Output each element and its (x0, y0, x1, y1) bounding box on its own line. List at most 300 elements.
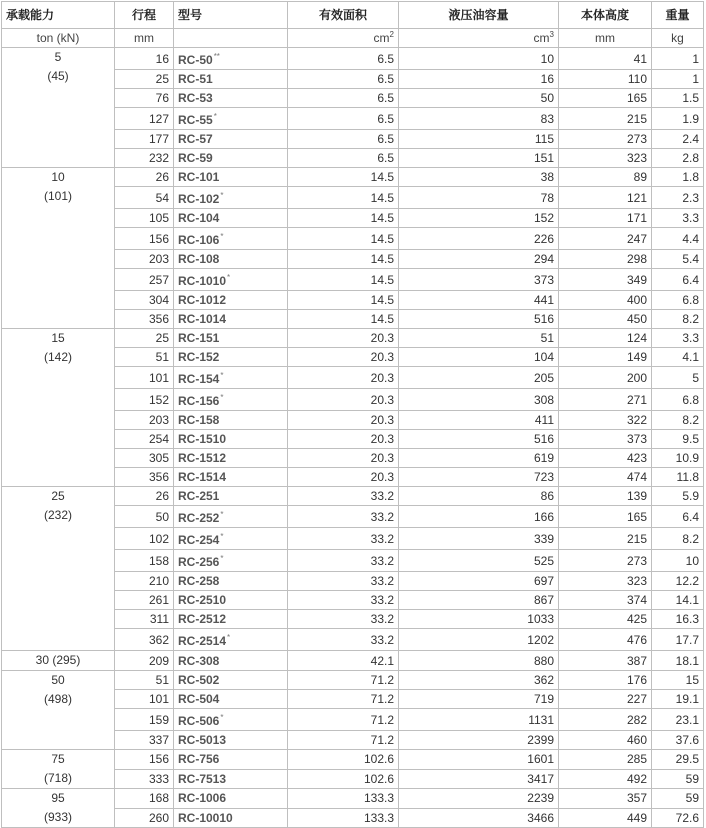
oil-cell: 362 (399, 671, 559, 690)
unit-area-exp: 2 (389, 30, 394, 39)
table-row (2, 329, 704, 348)
model-code: RC-1012 (178, 293, 227, 307)
height-cell: 271 (559, 389, 652, 411)
stroke-cell: 304 (115, 291, 174, 310)
model-code: RC-504 (178, 692, 220, 706)
area-cell: 20.3 (288, 430, 399, 449)
weight-cell: 8.2 (652, 310, 704, 329)
model-cell (174, 750, 288, 770)
capacity-cell (2, 651, 115, 671)
area-cell: 71.2 (288, 690, 399, 709)
area-cell: 14.5 (288, 209, 399, 228)
stroke-cell: 156 (115, 750, 174, 770)
oil-cell: 38 (399, 168, 559, 187)
oil-cell: 373 (399, 269, 559, 291)
stroke-cell: 102 (115, 528, 174, 550)
capacity-cell (2, 329, 115, 487)
model-code: RC-756 (178, 752, 220, 767)
capacity-cell (2, 48, 115, 168)
model-code: RC-55 (178, 113, 213, 127)
model-footnote-mark: * (227, 633, 231, 642)
weight-cell: 29.5 (652, 750, 704, 770)
stroke-cell: 210 (115, 572, 174, 591)
table-row (2, 48, 704, 70)
area-cell: 33.2 (288, 506, 399, 528)
model-cell (174, 348, 288, 367)
height-cell: 298 (559, 250, 652, 269)
stroke-cell: 16 (115, 48, 174, 70)
model-code: RC-1512 (178, 451, 227, 465)
height-cell: 89 (559, 168, 652, 187)
area-cell: 14.5 (288, 291, 399, 310)
area-cell: 33.2 (288, 572, 399, 591)
model-cell (174, 89, 288, 108)
stroke-cell: 101 (115, 367, 174, 389)
model-cell (174, 731, 288, 750)
unit-model (174, 29, 288, 48)
area-cell: 102.6 (288, 750, 399, 770)
header-height: 本体高度 (559, 2, 652, 29)
model-code: RC-108 (178, 252, 220, 266)
stroke-cell: 232 (115, 149, 174, 168)
height-cell: 323 (559, 149, 652, 168)
height-cell: 492 (559, 769, 652, 789)
area-cell: 71.2 (288, 731, 399, 750)
table-row (2, 168, 704, 187)
oil-cell: 226 (399, 228, 559, 250)
model-code: RC-502 (178, 673, 220, 687)
weight-cell: 5 (652, 367, 704, 389)
capacity-cell (2, 671, 115, 750)
unit-oil-exp: 3 (549, 30, 554, 39)
height-cell: 400 (559, 291, 652, 310)
model-code: RC-57 (178, 132, 213, 146)
area-cell: 6.5 (288, 130, 399, 149)
model-code: RC-308 (178, 653, 220, 668)
model-cell (174, 209, 288, 228)
model-cell (174, 808, 288, 828)
area-cell: 33.2 (288, 629, 399, 651)
model-cell (174, 269, 288, 291)
stroke-cell: 26 (115, 168, 174, 187)
oil-cell: 2239 (399, 789, 559, 809)
capacity-kn: (142) (43, 350, 72, 364)
area-cell: 14.5 (288, 187, 399, 209)
model-code: RC-7513 (178, 771, 227, 786)
area-cell: 20.3 (288, 468, 399, 487)
model-cell (174, 108, 288, 130)
weight-cell: 15 (652, 671, 704, 690)
area-cell: 14.5 (288, 168, 399, 187)
weight-cell: 3.3 (652, 329, 704, 348)
area-cell: 14.5 (288, 228, 399, 250)
area-cell: 6.5 (288, 48, 399, 70)
model-code: RC-106 (178, 233, 220, 247)
weight-cell: 1.5 (652, 89, 704, 108)
model-code: RC-102 (178, 192, 220, 206)
oil-cell: 16 (399, 70, 559, 89)
model-cell (174, 130, 288, 149)
area-cell: 33.2 (288, 591, 399, 610)
model-cell (174, 629, 288, 651)
capacity-cell (2, 168, 115, 329)
area-cell: 14.5 (288, 250, 399, 269)
area-cell: 20.3 (288, 329, 399, 348)
model-code: RC-2514 (178, 634, 227, 648)
oil-cell: 86 (399, 487, 559, 506)
oil-cell: 152 (399, 209, 559, 228)
area-cell: 133.3 (288, 808, 399, 828)
stroke-cell: 168 (115, 789, 174, 809)
capacity-kn: (498) (43, 692, 72, 706)
weight-cell: 1.8 (652, 168, 704, 187)
area-cell: 6.5 (288, 70, 399, 89)
model-cell (174, 329, 288, 348)
stroke-cell: 311 (115, 610, 174, 629)
oil-cell: 411 (399, 411, 559, 430)
model-cell (174, 528, 288, 550)
model-cell (174, 310, 288, 329)
area-cell: 33.2 (288, 528, 399, 550)
model-cell (174, 168, 288, 187)
height-cell: 285 (559, 750, 652, 770)
oil-cell: 308 (399, 389, 559, 411)
model-cell (174, 48, 288, 70)
height-cell: 110 (559, 70, 652, 89)
area-cell: 33.2 (288, 550, 399, 572)
model-code: RC-251 (178, 489, 220, 503)
weight-cell: 2.3 (652, 187, 704, 209)
model-cell (174, 550, 288, 572)
model-code: RC-258 (178, 574, 220, 588)
capacity-kn: (101) (43, 189, 72, 203)
model-code: RC-104 (178, 211, 220, 225)
unit-area-base: cm (373, 31, 390, 45)
oil-cell: 1601 (399, 750, 559, 770)
oil-cell: 516 (399, 310, 559, 329)
stroke-cell: 54 (115, 187, 174, 209)
model-code: RC-156 (178, 394, 220, 408)
stroke-cell: 51 (115, 348, 174, 367)
model-cell (174, 187, 288, 209)
unit-oil-base: cm (533, 31, 550, 45)
oil-cell: 78 (399, 187, 559, 209)
model-cell (174, 709, 288, 731)
height-cell: 200 (559, 367, 652, 389)
stroke-cell: 257 (115, 269, 174, 291)
table-body (2, 48, 704, 828)
height-cell: 124 (559, 329, 652, 348)
height-cell: 387 (559, 651, 652, 671)
height-cell: 149 (559, 348, 652, 367)
height-cell: 460 (559, 731, 652, 750)
oil-cell: 83 (399, 108, 559, 130)
stroke-cell: 105 (115, 209, 174, 228)
unit-capacity: ton (kN) (2, 29, 115, 48)
capacity-ton: 15 (51, 331, 65, 345)
model-footnote-mark: * (213, 112, 217, 121)
model-cell (174, 228, 288, 250)
header-model: 型号 (174, 2, 288, 29)
area-cell: 20.3 (288, 411, 399, 430)
weight-cell: 59 (652, 769, 704, 789)
stroke-cell: 254 (115, 430, 174, 449)
stroke-cell: 50 (115, 506, 174, 528)
stroke-cell: 209 (115, 651, 174, 671)
model-code: RC-1510 (178, 432, 227, 446)
weight-cell: 10.9 (652, 449, 704, 468)
oil-cell: 1033 (399, 610, 559, 629)
model-code: RC-1514 (178, 470, 227, 484)
weight-cell: 23.1 (652, 709, 704, 731)
stroke-cell: 356 (115, 468, 174, 487)
stroke-cell: 76 (115, 89, 174, 108)
stroke-cell: 333 (115, 769, 174, 789)
stroke-cell: 127 (115, 108, 174, 130)
weight-cell: 37.6 (652, 731, 704, 750)
model-footnote-mark: * (220, 554, 224, 563)
stroke-cell: 356 (115, 310, 174, 329)
weight-cell: 5.9 (652, 487, 704, 506)
model-footnote-mark: * (220, 510, 224, 519)
model-cell (174, 250, 288, 269)
model-code: RC-1006 (178, 791, 227, 806)
stroke-cell: 152 (115, 389, 174, 411)
model-footnote-mark: * (220, 371, 224, 380)
model-cell (174, 572, 288, 591)
weight-cell: 6.4 (652, 269, 704, 291)
model-footnote-mark: * (220, 532, 224, 541)
header-stroke: 行程 (115, 2, 174, 29)
area-cell: 102.6 (288, 769, 399, 789)
model-cell (174, 291, 288, 310)
oil-cell: 867 (399, 591, 559, 610)
height-cell: 474 (559, 468, 652, 487)
header-row (2, 2, 704, 29)
model-code: RC-1014 (178, 312, 227, 326)
model-code: RC-51 (178, 72, 213, 86)
model-cell (174, 651, 288, 671)
capacity-kn: (232) (43, 508, 72, 522)
area-cell: 71.2 (288, 709, 399, 731)
weight-cell: 16.3 (652, 610, 704, 629)
height-cell: 323 (559, 572, 652, 591)
table-row (2, 487, 704, 506)
height-cell: 171 (559, 209, 652, 228)
model-code: RC-2512 (178, 612, 227, 626)
stroke-cell: 25 (115, 70, 174, 89)
model-cell (174, 769, 288, 789)
oil-cell: 516 (399, 430, 559, 449)
model-code: RC-2510 (178, 593, 227, 607)
weight-cell: 12.2 (652, 572, 704, 591)
stroke-cell: 25 (115, 329, 174, 348)
area-cell: 6.5 (288, 149, 399, 168)
weight-cell: 1.9 (652, 108, 704, 130)
model-footnote-mark: * (220, 713, 224, 722)
weight-cell: 6.8 (652, 291, 704, 310)
table-row (2, 671, 704, 690)
weight-cell: 2.4 (652, 130, 704, 149)
weight-cell: 3.3 (652, 209, 704, 228)
weight-cell: 18.1 (652, 651, 704, 671)
height-cell: 227 (559, 690, 652, 709)
model-footnote-mark: * (220, 393, 224, 402)
weight-cell: 1 (652, 48, 704, 70)
weight-cell: 11.8 (652, 468, 704, 487)
model-cell (174, 449, 288, 468)
unit-stroke: mm (115, 29, 174, 48)
unit-area (288, 29, 399, 48)
model-cell (174, 591, 288, 610)
area-cell: 14.5 (288, 269, 399, 291)
height-cell: 449 (559, 808, 652, 828)
model-code: RC-101 (178, 170, 220, 184)
weight-cell: 8.2 (652, 411, 704, 430)
height-cell: 165 (559, 89, 652, 108)
model-code: RC-10010 (178, 810, 233, 825)
model-code: RC-151 (178, 331, 220, 345)
height-cell: 215 (559, 108, 652, 130)
capacity-ton: 95 (51, 791, 65, 805)
height-cell: 349 (559, 269, 652, 291)
weight-cell: 2.8 (652, 149, 704, 168)
area-cell: 6.5 (288, 89, 399, 108)
table-row (2, 651, 704, 671)
stroke-cell: 177 (115, 130, 174, 149)
area-cell: 20.3 (288, 449, 399, 468)
oil-cell: 294 (399, 250, 559, 269)
unit-oil (399, 29, 559, 48)
area-cell: 42.1 (288, 651, 399, 671)
oil-cell: 3466 (399, 808, 559, 828)
stroke-cell: 159 (115, 709, 174, 731)
stroke-cell: 156 (115, 228, 174, 250)
oil-cell: 339 (399, 528, 559, 550)
height-cell: 423 (559, 449, 652, 468)
capacity-kn: (933) (43, 810, 72, 824)
area-cell: 20.3 (288, 389, 399, 411)
model-code: RC-50 (178, 53, 213, 67)
model-cell (174, 70, 288, 89)
oil-cell: 723 (399, 468, 559, 487)
weight-cell: 6.8 (652, 389, 704, 411)
model-code: RC-1010 (178, 274, 227, 288)
oil-cell: 441 (399, 291, 559, 310)
weight-cell: 1 (652, 70, 704, 89)
oil-cell: 104 (399, 348, 559, 367)
weight-cell: 59 (652, 789, 704, 809)
oil-cell: 1202 (399, 629, 559, 651)
height-cell: 373 (559, 430, 652, 449)
weight-cell: 17.7 (652, 629, 704, 651)
oil-cell: 2399 (399, 731, 559, 750)
model-code: RC-59 (178, 151, 213, 165)
capacity-kn: (45) (47, 69, 69, 83)
height-cell: 322 (559, 411, 652, 430)
area-cell: 20.3 (288, 348, 399, 367)
weight-cell: 6.4 (652, 506, 704, 528)
capacity-kn: (718) (43, 771, 72, 785)
model-code: RC-158 (178, 413, 220, 427)
model-code: RC-256 (178, 555, 220, 569)
stroke-cell: 26 (115, 487, 174, 506)
oil-cell: 10 (399, 48, 559, 70)
oil-cell: 151 (399, 149, 559, 168)
capacity-ton: 10 (51, 170, 65, 184)
oil-cell: 115 (399, 130, 559, 149)
area-cell: 14.5 (288, 310, 399, 329)
model-code: RC-154 (178, 372, 220, 386)
height-cell: 374 (559, 591, 652, 610)
model-cell (174, 506, 288, 528)
height-cell: 357 (559, 789, 652, 809)
stroke-cell: 337 (115, 731, 174, 750)
oil-cell: 1131 (399, 709, 559, 731)
capacity-ton: 30 (295) (35, 653, 81, 667)
model-cell (174, 789, 288, 809)
oil-cell: 50 (399, 89, 559, 108)
stroke-cell: 305 (115, 449, 174, 468)
area-cell: 33.2 (288, 487, 399, 506)
height-cell: 247 (559, 228, 652, 250)
model-cell (174, 389, 288, 411)
model-code: RC-5013 (178, 733, 227, 747)
stroke-cell: 203 (115, 250, 174, 269)
stroke-cell: 51 (115, 671, 174, 690)
oil-cell: 166 (399, 506, 559, 528)
stroke-cell: 158 (115, 550, 174, 572)
oil-cell: 205 (399, 367, 559, 389)
area-cell: 33.2 (288, 610, 399, 629)
height-cell: 425 (559, 610, 652, 629)
area-cell: 20.3 (288, 367, 399, 389)
area-cell: 6.5 (288, 108, 399, 130)
stroke-cell: 203 (115, 411, 174, 430)
unit-weight: kg (652, 29, 704, 48)
model-code: RC-252 (178, 511, 220, 525)
model-cell (174, 367, 288, 389)
capacity-ton: 25 (51, 489, 65, 503)
model-cell (174, 671, 288, 690)
weight-cell: 4.4 (652, 228, 704, 250)
weight-cell: 9.5 (652, 430, 704, 449)
capacity-ton: 50 (51, 673, 65, 687)
height-cell: 450 (559, 310, 652, 329)
model-code: RC-53 (178, 91, 213, 105)
table-row (2, 750, 704, 770)
area-cell: 71.2 (288, 671, 399, 690)
capacity-ton: 75 (51, 752, 65, 766)
stroke-cell: 362 (115, 629, 174, 651)
height-cell: 215 (559, 528, 652, 550)
stroke-cell: 101 (115, 690, 174, 709)
model-footnote-mark: ** (213, 52, 220, 61)
oil-cell: 719 (399, 690, 559, 709)
weight-cell: 4.1 (652, 348, 704, 367)
capacity-cell (2, 487, 115, 651)
header-area: 有效面积 (288, 2, 399, 29)
stroke-cell: 261 (115, 591, 174, 610)
weight-cell: 8.2 (652, 528, 704, 550)
model-cell (174, 487, 288, 506)
weight-cell: 10 (652, 550, 704, 572)
model-cell (174, 411, 288, 430)
capacity-cell (2, 789, 115, 828)
oil-cell: 619 (399, 449, 559, 468)
header-oil: 液压油容量 (399, 2, 559, 29)
capacity-ton: 5 (54, 50, 62, 64)
